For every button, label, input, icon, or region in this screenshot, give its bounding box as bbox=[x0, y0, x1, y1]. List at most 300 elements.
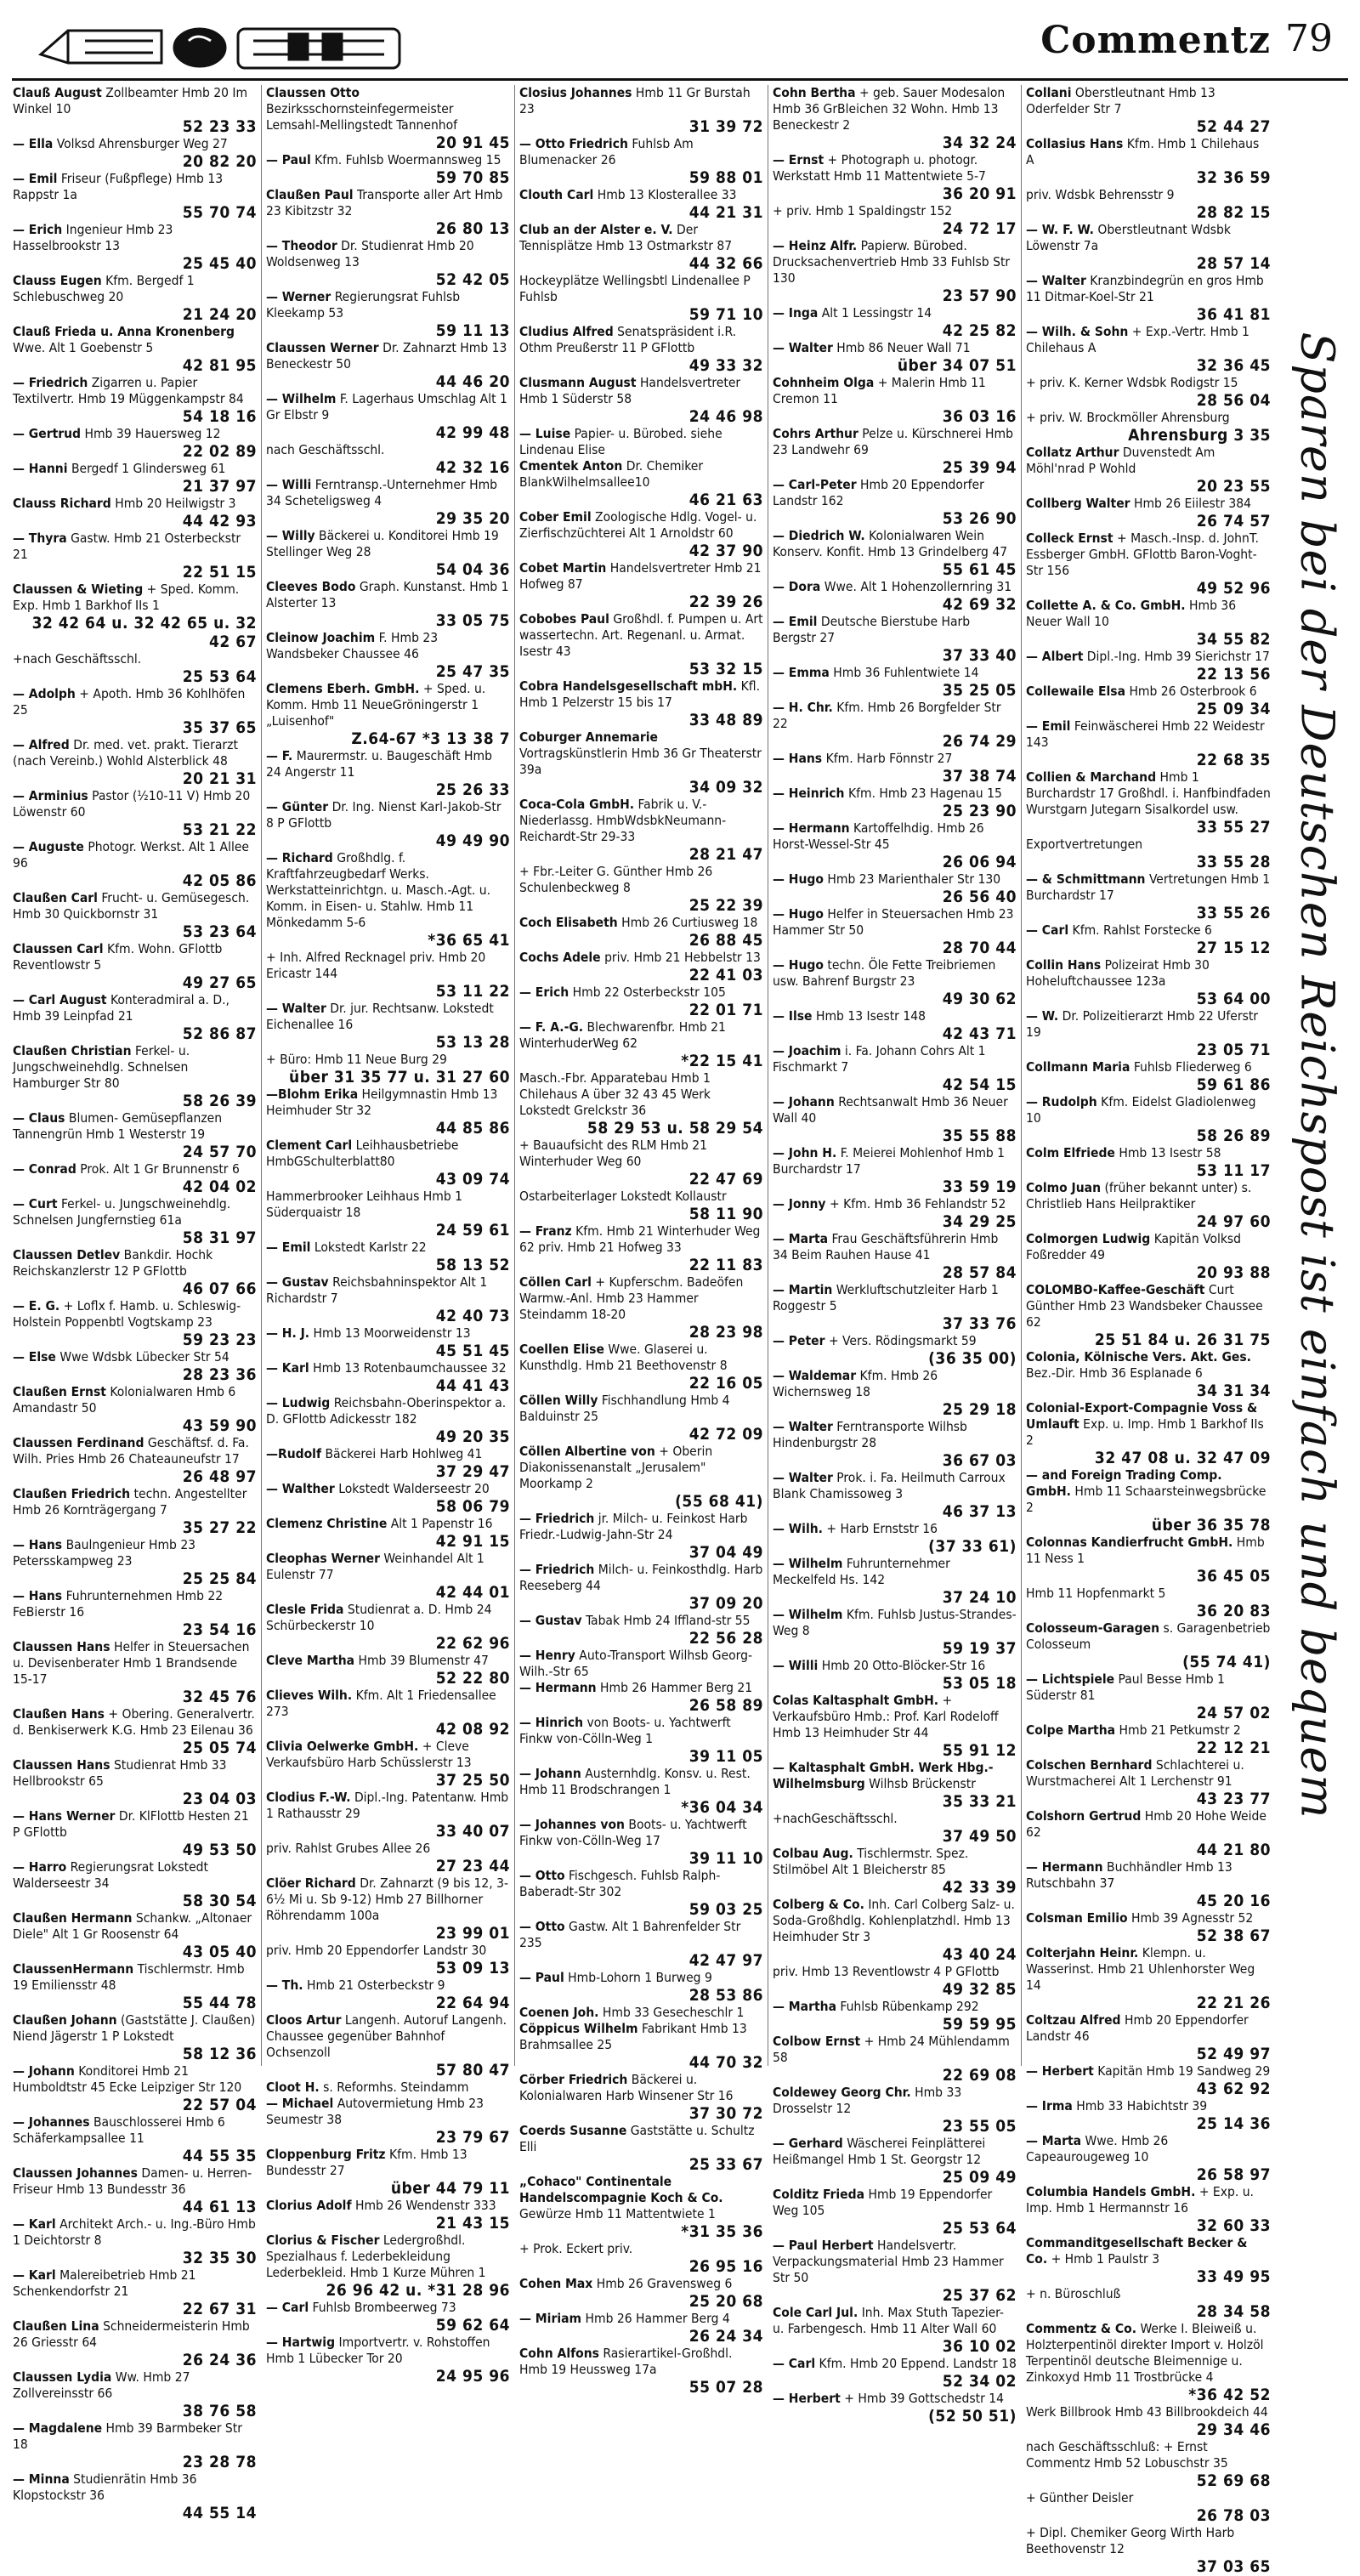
entry-name: — Otto bbox=[519, 1919, 565, 1934]
directory-entry bbox=[773, 614, 1017, 665]
entry-detail: Hmb 26 Hammer Berg 21 bbox=[600, 1680, 753, 1695]
entry-detail: Feinwäscherei Hmb 22 Weidestr 143 bbox=[1026, 718, 1265, 750]
entry-detail: Dr. Zahnarzt Hmb 13 Beneckestr 50 bbox=[266, 340, 507, 372]
directory-entry bbox=[266, 1688, 510, 1739]
entry-phone: (55 74 41) bbox=[1182, 1653, 1271, 1671]
entry-detail: + Hmb 24 Mühlendamm 58 bbox=[773, 2034, 1010, 2065]
entry-name: Cloot H. bbox=[266, 2080, 320, 2095]
directory-entry bbox=[1026, 324, 1271, 375]
entry-detail: Hmb 13 Isestr 58 bbox=[1119, 1145, 1221, 1160]
entry-name: Colschen Bernhard bbox=[1026, 1757, 1153, 1773]
entry-name: — Emil bbox=[13, 171, 58, 186]
directory-entry bbox=[13, 941, 257, 992]
directory-entry bbox=[773, 426, 1017, 477]
entry-detail: Frau Geschäftsführerin Hmb 34 Beim Rauhen Hause 41 bbox=[773, 1231, 999, 1262]
directory-entry bbox=[1026, 1349, 1271, 1400]
directory-entry bbox=[1026, 2490, 1271, 2525]
entry-phone: 55 91 12 bbox=[942, 1741, 1017, 1760]
entry-name: Cober Emil bbox=[519, 509, 592, 525]
entry-phone: 22 02 89 bbox=[182, 442, 257, 461]
entry-detail: Kfm. Hmb 20 Eppend. Landstr 18 bbox=[819, 2356, 1017, 2371]
entry-name: Clauß Frieda u. Anna Kronenberg bbox=[13, 324, 235, 339]
directory-entry bbox=[519, 2005, 763, 2021]
entry-detail: Bäckerei u. Kolonialwaren Harb Winsener Str 16 bbox=[519, 2072, 734, 2103]
entry-detail: Hmb 33 Habichtstr 39 bbox=[1076, 2098, 1208, 2114]
entry-name: — Werner bbox=[266, 289, 332, 304]
entry-detail: Hmb 22 Osterbeckstr 105 bbox=[572, 984, 726, 1000]
entry-phone: 25 45 40 bbox=[182, 254, 257, 273]
entry-detail: Gewürze Hmb 11 Mattentwiete 1 bbox=[519, 2206, 716, 2221]
directory-entry bbox=[519, 915, 763, 950]
entry-detail: Frucht- u. Gemüsegesch. Hmb 30 Quickbornstr 31 bbox=[13, 890, 250, 922]
directory-entry bbox=[1026, 1400, 1271, 1467]
entry-phone: 59 19 37 bbox=[942, 1639, 1017, 1658]
entry-detail: Hmb 26 Gravensweg 6 bbox=[596, 2276, 733, 2291]
entry-phone: 52 23 33 bbox=[182, 117, 257, 136]
vertical-slogan: Sparen bei der Deutschen Reichspost ist einfach und bequem bbox=[1290, 332, 1345, 1819]
entry-name: Claussen Carl bbox=[13, 941, 104, 956]
header-rule bbox=[12, 78, 1348, 81]
entry-phone: 37 33 40 bbox=[942, 646, 1017, 665]
entry-phone: 59 11 13 bbox=[435, 321, 510, 340]
entry-phone: 44 70 32 bbox=[688, 2053, 763, 2072]
entry-name: — Walter bbox=[773, 1470, 833, 1485]
entry-detail: Hmb 21 Osterbeckstr 9 bbox=[306, 1977, 445, 1993]
entry-detail: Bäckerei u. Konditorei Hmb 19 Stellinger Weg 28 bbox=[266, 528, 499, 559]
entry-detail: +nachGeschäftsschl. bbox=[773, 1811, 898, 1826]
entry-detail: Schlachterei u. Wurstmacherei Alt 1 Lerchenstr 91 bbox=[1026, 1757, 1244, 1789]
entry-name: — Walter bbox=[1026, 273, 1086, 288]
entry-detail: Regierungsrat Fuhlsb Kleekamp 53 bbox=[266, 289, 461, 321]
entry-detail: Bankdir. Hochk Reichskanzlerstr 12 P GFlottb bbox=[13, 1247, 213, 1279]
entry-phone: 53 64 00 bbox=[1196, 990, 1271, 1008]
entry-detail: Hmb 11 Hopfenmarkt 5 bbox=[1026, 1586, 1166, 1601]
entry-name: — Emil bbox=[266, 1240, 311, 1255]
entry-detail: + Sped. Komm. Exp. Hmb 1 Barkhof IIs 1 bbox=[13, 582, 240, 613]
entry-name: Clorius & Fischer bbox=[266, 2233, 380, 2248]
directory-entry bbox=[519, 1766, 763, 1817]
entry-phone: 22 21 26 bbox=[1196, 1994, 1271, 2012]
entry-phone: 22 64 94 bbox=[435, 1994, 510, 2012]
entry-phone: 44 41 43 bbox=[435, 1376, 510, 1395]
entry-phone: 59 03 25 bbox=[688, 1900, 763, 1919]
entry-detail: priv. Hmb 20 Eppendorfer Landstr 30 bbox=[266, 1943, 487, 1958]
entry-name: Claussen Hans bbox=[13, 1639, 110, 1654]
entry-detail: + Exp. u. Imp. Hmb 1 Hermannstr 16 bbox=[1026, 2184, 1254, 2216]
entry-phone: 20 93 88 bbox=[1196, 1263, 1271, 1282]
entry-phone: 37 33 76 bbox=[942, 1314, 1017, 1333]
entry-phone: 24 95 96 bbox=[435, 2367, 510, 2386]
directory-entry bbox=[266, 2300, 510, 2335]
entry-detail: Kapitän Hmb 19 Sandweg 29 bbox=[1097, 2063, 1271, 2079]
directory-entry bbox=[1026, 1808, 1271, 1859]
entry-detail: Werke I. Bleiweiß u. Holzterpentinöl direkter Import v. Holzöl Terpentinöl deutsche Bleimennige u. Zinkoxyd Hmb 11 Trostbrücke 4 bbox=[1026, 2321, 1264, 2385]
entry-name: Coca-Cola GmbH. bbox=[519, 797, 635, 812]
directory-entry bbox=[266, 799, 510, 850]
entry-detail: Bäckerei Harb Hohlweg 41 bbox=[325, 1446, 483, 1461]
entry-phone: 25 25 84 bbox=[182, 1569, 257, 1588]
entry-name: — Martha bbox=[773, 1999, 836, 2014]
entry-phone: 42 72 09 bbox=[688, 1425, 763, 1444]
entry-phone: 55 44 78 bbox=[182, 1994, 257, 2012]
entry-name: — Martin bbox=[773, 1282, 833, 1297]
directory-entry bbox=[1026, 1671, 1271, 1722]
entry-name: — Erich bbox=[13, 222, 63, 237]
entry-detail: Alt 1 Papenstr 16 bbox=[390, 1516, 493, 1531]
entry-name: — Johannes bbox=[13, 2114, 90, 2130]
directory-entry bbox=[266, 1189, 510, 1240]
entry-detail: Kapitän Volksd Foßredder 49 bbox=[1026, 1231, 1242, 1262]
entry-phone: 33 49 95 bbox=[1196, 2267, 1271, 2286]
directory-entry bbox=[773, 2356, 1017, 2391]
entry-detail: von Boots- u. Yachtwerft Finkw von-Cölln-Weg 1 bbox=[519, 1715, 731, 1746]
entry-name: — Alfred bbox=[13, 737, 70, 752]
entry-name: Clieves Wilh. bbox=[266, 1688, 353, 1703]
directory-entry bbox=[266, 630, 510, 681]
entry-phone: 37 03 65 bbox=[1196, 2557, 1271, 2576]
entry-phone: 23 28 78 bbox=[182, 2453, 257, 2471]
directory-entry bbox=[13, 582, 257, 651]
directory-entry bbox=[519, 729, 763, 797]
directory-entry bbox=[1026, 187, 1271, 222]
directory-entry bbox=[13, 2216, 257, 2267]
directory-entry bbox=[519, 1648, 763, 1680]
entry-name: — E. G. bbox=[13, 1298, 60, 1314]
entry-detail: F. Meierei Mohlenhof Hmb 1 Burchardstr 17 bbox=[773, 1145, 1006, 1177]
entry-phone: 24 72 17 bbox=[942, 219, 1017, 238]
entry-name: Claußen Hermann bbox=[13, 1910, 133, 1926]
entry-name: Cochs Adele bbox=[519, 950, 601, 965]
entry-phone: 46 07 66 bbox=[182, 1279, 257, 1298]
entry-name: — Joachim bbox=[773, 1043, 842, 1058]
entry-name: — Willy bbox=[266, 528, 315, 543]
entry-phone: 26 74 29 bbox=[942, 732, 1017, 751]
directory-entry bbox=[519, 324, 763, 375]
entry-phone: 42 25 82 bbox=[942, 321, 1017, 340]
entry-detail: Blumen- Gemüsepflanzen Tannengrün Hmb 1 Westerstr 19 bbox=[13, 1110, 223, 1142]
entry-phone: *36 65 41 bbox=[428, 931, 510, 950]
directory-entry bbox=[519, 509, 763, 560]
entry-name: — Theodor bbox=[266, 238, 337, 253]
directory-entry bbox=[519, 2346, 763, 2397]
directory-entry bbox=[1026, 1535, 1271, 1586]
directory-columns bbox=[8, 85, 1275, 2576]
entry-name: — Wilh. & Sohn bbox=[1026, 324, 1129, 339]
entry-detail: Auto-Transport Wilhsb Georg-Wilh.-Str 65 bbox=[519, 1648, 753, 1679]
directory-entry bbox=[13, 1161, 257, 1196]
entry-name: Colpe Martha bbox=[1026, 1722, 1116, 1738]
entry-phone: 42 05 86 bbox=[182, 871, 257, 890]
directory-entry bbox=[519, 950, 763, 984]
entry-detail: nach Geschäftsschluß: + Ernst Commentz Hmb 52 Lobuschstr 35 bbox=[1026, 2439, 1228, 2471]
entry-detail: Zoologische Hdlg. Vogel- u. Zierfischzüchterei Alt 1 Arnoldstr 60 bbox=[519, 509, 757, 541]
entry-phone: 35 37 65 bbox=[182, 718, 257, 737]
entry-detail: Kfm. Hmb 13 Bundesstr 27 bbox=[266, 2147, 468, 2178]
directory-entry bbox=[519, 2174, 763, 2241]
entry-phone: 42 47 97 bbox=[688, 1951, 763, 1970]
entry-phone: (36 35 00) bbox=[928, 1349, 1017, 1368]
directory-entry bbox=[519, 1223, 763, 1274]
entry-phone: 42 37 90 bbox=[688, 542, 763, 560]
entry-phone: 44 55 35 bbox=[182, 2147, 257, 2165]
entry-phone: 33 40 07 bbox=[435, 1822, 510, 1841]
entry-name: Colbow Ernst bbox=[773, 2034, 861, 2049]
directory-entry bbox=[1026, 136, 1271, 187]
entry-detail: Malereibetrieb Hmb 21 Schenkendorfstr 21 bbox=[13, 2267, 196, 2299]
directory-entry bbox=[266, 1001, 510, 1052]
entry-detail: Konteradmiral a. D., Hmb 39 Leinpfad 21 bbox=[13, 992, 230, 1024]
directory-entry bbox=[1026, 273, 1271, 324]
directory-entry bbox=[773, 1846, 1017, 1897]
entry-name: Collatz Arthur bbox=[1026, 445, 1119, 460]
entry-detail: Konditorei Hmb 21 Humboldtstr 45 Ecke Leipziger Str 120 bbox=[13, 2063, 242, 2095]
entry-detail: Hmb 26 Wendenstr 333 bbox=[354, 2198, 496, 2213]
directory-entry bbox=[1026, 2235, 1271, 2286]
entry-name: Collin Hans bbox=[1026, 957, 1102, 973]
directory-entry bbox=[519, 426, 763, 458]
entry-name: — W. bbox=[1026, 1008, 1059, 1024]
directory-entry bbox=[1026, 85, 1271, 136]
entry-detail: techn. Angestellter Hmb 26 Kornträgergang 7 bbox=[13, 1486, 247, 1518]
entry-name: — Gertrud bbox=[13, 426, 82, 441]
entry-phone: 59 61 86 bbox=[1196, 1075, 1271, 1094]
directory-entry bbox=[773, 1231, 1017, 1282]
entry-detail: Dr. KlFlottb Hesten 21 P GFlottb bbox=[13, 1808, 249, 1840]
entry-phone: 25 26 33 bbox=[435, 780, 510, 799]
entry-phone: 57 80 47 bbox=[435, 2061, 510, 2080]
entry-name: —Rudolf bbox=[266, 1446, 322, 1461]
entry-detail: Kfm. Harb Fönnstr 27 bbox=[825, 751, 953, 766]
entry-phone: (55 68 41) bbox=[675, 1492, 763, 1511]
entry-name: — Gerhard bbox=[773, 2136, 843, 2151]
directory-entry bbox=[773, 579, 1017, 614]
directory-entry bbox=[773, 1760, 1017, 1811]
entry-name: Colshorn Gertrud bbox=[1026, 1808, 1142, 1824]
entry-phone: 59 71 10 bbox=[688, 305, 763, 324]
directory-entry bbox=[1026, 445, 1271, 496]
entry-detail: Wwe Wdsbk Lübecker Str 54 bbox=[60, 1349, 230, 1365]
column-3 bbox=[515, 85, 768, 2397]
entry-phone: 42 43 71 bbox=[942, 1024, 1017, 1043]
entry-phone: 45 20 16 bbox=[1196, 1892, 1271, 1910]
directory-entry bbox=[266, 391, 510, 442]
directory-entry bbox=[266, 442, 510, 477]
entry-name: — Hermann bbox=[1026, 1859, 1103, 1875]
entry-detail: Regierungsrat Lokstedt Walderseestr 34 bbox=[13, 1859, 208, 1891]
directory-entry bbox=[519, 2072, 763, 2123]
directory-entry bbox=[519, 1919, 763, 1970]
entry-detail: Hmb 1 Burchardstr 17 Großhdl. i. Hanfbindfaden Wurstgarn Jutegarn Sisalkordel usw. bbox=[1026, 769, 1271, 817]
directory-entry bbox=[773, 1607, 1017, 1658]
entry-detail: + Verkaufsbüro Hmb.: Prof. Karl Rodeloff Hmb 13 Heimhuder Str 44 bbox=[773, 1693, 999, 1740]
entry-detail: Studienrat a. D. Hmb 24 Schürbeckerstr 10 bbox=[266, 1602, 492, 1633]
entry-name: Cohrs Arthur bbox=[773, 426, 858, 441]
entry-name: — Günter bbox=[266, 799, 329, 814]
directory-entry bbox=[519, 1342, 763, 1393]
entry-phone: 33 48 89 bbox=[688, 711, 763, 729]
directory-entry bbox=[13, 2063, 257, 2114]
entry-name: Clöer Richard bbox=[266, 1875, 356, 1891]
directory-entry bbox=[13, 2318, 257, 2369]
entry-phone: 33 05 75 bbox=[435, 611, 510, 630]
entry-phone: 23 05 71 bbox=[1196, 1041, 1271, 1059]
directory-entry bbox=[13, 1859, 257, 1910]
entry-detail: Boots- u. Yachtwerft Finkw von-Cölln-Weg 17 bbox=[519, 1817, 747, 1848]
entry-phone: 53 11 17 bbox=[1196, 1161, 1271, 1180]
entry-phone: 26 74 57 bbox=[1196, 512, 1271, 531]
entry-detail: Ingenieur Hmb 23 Hasselbrookstr 13 bbox=[13, 222, 173, 253]
entry-detail: Bez.-Dir. Hmb 36 Esplanade 6 bbox=[1026, 1365, 1203, 1381]
directory-entry bbox=[1026, 1859, 1271, 1910]
entry-name: Cmentek Anton bbox=[519, 458, 623, 474]
entry-phone: 20 82 20 bbox=[182, 152, 257, 171]
entry-phone: 49 30 62 bbox=[942, 990, 1017, 1008]
entry-detail: Kfm. Wohn. GFlottb Reventlowstr 5 bbox=[13, 941, 223, 973]
entry-name: Cohn Alfons bbox=[519, 2346, 599, 2361]
directory-entry bbox=[266, 187, 510, 238]
entry-name: Colas Kaltasphalt GmbH. bbox=[773, 1693, 939, 1708]
advertising-ornament-icon bbox=[34, 15, 408, 75]
entry-phone: 34 09 32 bbox=[688, 778, 763, 797]
entry-phone: 44 21 80 bbox=[1196, 1841, 1271, 1859]
entry-phone: über 34 07 51 bbox=[897, 356, 1017, 375]
directory-entry bbox=[773, 1419, 1017, 1470]
entry-detail: Weinhandel Alt 1 Eulenstr 77 bbox=[266, 1551, 484, 1582]
directory-entry bbox=[773, 2187, 1017, 2238]
entry-name: — Otto Friedrich bbox=[519, 136, 628, 151]
entry-name: Columbia Handels GmbH. bbox=[1026, 2184, 1196, 2199]
entry-name: Clement Carl bbox=[266, 1138, 353, 1153]
entry-phone: 58 06 79 bbox=[435, 1497, 510, 1516]
directory-entry bbox=[13, 686, 257, 737]
entry-name: — Walter bbox=[773, 1419, 833, 1434]
entry-phone: 53 05 18 bbox=[942, 1674, 1017, 1693]
directory-entry bbox=[13, 2369, 257, 2420]
directory-entry bbox=[773, 1368, 1017, 1419]
entry-detail: Vertretungen Hmb 1 Burchardstr 17 bbox=[1026, 871, 1271, 903]
entry-phone: 58 30 54 bbox=[182, 1892, 257, 1910]
directory-entry bbox=[773, 1556, 1017, 1607]
entry-detail: Hmb 39 Blumenstr 47 bbox=[358, 1653, 489, 1668]
entry-name: — Walther bbox=[266, 1481, 335, 1496]
entry-name: — Henry bbox=[519, 1648, 575, 1663]
entry-phone: 35 33 21 bbox=[942, 1792, 1017, 1811]
entry-phone: 35 27 22 bbox=[182, 1518, 257, 1537]
entry-name: Claussen Detlev bbox=[13, 1247, 121, 1262]
directory-entry bbox=[519, 1444, 763, 1511]
entry-detail: Hmb 26 Eiilestr 384 bbox=[1133, 496, 1252, 511]
directory-entry bbox=[266, 950, 510, 1001]
directory-entry bbox=[1026, 2133, 1271, 2184]
column-1 bbox=[8, 85, 262, 2522]
entry-name: Colmo Juan bbox=[1026, 1180, 1102, 1195]
entry-detail: +nach Geschäftsschl. bbox=[13, 651, 142, 667]
entry-name: — Carl bbox=[773, 2356, 816, 2371]
entry-phone: 25 14 36 bbox=[1196, 2114, 1271, 2133]
entry-detail: Hmb 26 Curtiusweg 18 bbox=[621, 915, 758, 930]
directory-entry bbox=[773, 85, 1017, 152]
entry-phone: 58 12 36 bbox=[182, 2045, 257, 2063]
entry-phone: 22 62 96 bbox=[435, 1634, 510, 1653]
entry-name: — Waldemar bbox=[773, 1368, 857, 1383]
entry-name: Coburger Annemarie bbox=[519, 729, 658, 745]
entry-detail: Hmb 13 Rotenbaumchaussee 32 bbox=[313, 1360, 507, 1376]
entry-detail: + Loflx f. Hamb. u. Schleswig-Holstein Poppenbtl Vogtskamp 23 bbox=[13, 1298, 241, 1330]
directory-entry bbox=[266, 1943, 510, 1977]
entry-name: Claußen Paul bbox=[266, 187, 354, 202]
entry-detail: Hmb 36 Fuhlentwiete 14 bbox=[833, 665, 979, 680]
entry-phone: 28 23 36 bbox=[182, 1365, 257, 1384]
entry-name: — Hans bbox=[13, 1588, 63, 1603]
entry-detail: + Malerin Hmb 11 Cremon 11 bbox=[773, 375, 986, 406]
entry-detail: F. Lagerhaus Umschlag Alt 1 Gr Elbstr 9 bbox=[266, 391, 507, 423]
entry-name: Colosseum-Garagen bbox=[1026, 1620, 1159, 1636]
directory-entry bbox=[773, 751, 1017, 786]
entry-phone: 33 59 19 bbox=[942, 1177, 1017, 1196]
directory-entry bbox=[266, 289, 510, 340]
entry-name: — Albert bbox=[1026, 649, 1084, 664]
entry-detail: techn. Öle Fette Treibriemen usw. Bahrenf Burgstr 23 bbox=[773, 957, 996, 989]
entry-detail: Maurermstr. u. Baugeschäft Hmb 24 Angerstr 11 bbox=[266, 748, 492, 780]
entry-name: — Inga bbox=[773, 305, 819, 321]
entry-name: Cobet Martin bbox=[519, 560, 607, 576]
entry-phone: 49 52 96 bbox=[1196, 579, 1271, 598]
entry-phone: 58 11 90 bbox=[688, 1205, 763, 1223]
entry-phone: 44 55 14 bbox=[182, 2504, 257, 2522]
directory-entry bbox=[1026, 1757, 1271, 1808]
entry-name: — W. F. W. bbox=[1026, 222, 1094, 237]
entry-phone: 37 30 72 bbox=[688, 2104, 763, 2123]
entry-detail: Hmb 20 Eppendorfer Landstr 162 bbox=[773, 477, 984, 508]
entry-detail: Hmb 26 Osterbrook 6 bbox=[1129, 684, 1257, 699]
entry-detail: Handelsvertr. Verpackungsmaterial Hmb 23 Hammer Str 50 bbox=[773, 2238, 1004, 2285]
entry-detail: Ferkel- u. Jungschweinehdlg. Schnelsen Hamburger Str 80 bbox=[13, 1043, 190, 1091]
entry-detail: + Büro: Hmb 11 Neue Burg 29 bbox=[266, 1052, 447, 1067]
entry-name: ClaussenHermann bbox=[13, 1961, 134, 1977]
entry-detail: Reichsbahninspektor Alt 1 Richardstr 7 bbox=[266, 1274, 488, 1306]
entry-phone: 59 88 01 bbox=[688, 168, 763, 187]
directory-entry bbox=[13, 2012, 257, 2063]
entry-name: Claußen Lina bbox=[13, 2318, 99, 2334]
entry-detail: Hmb 11 Schaarsteinwegsbrücke 2 bbox=[1026, 1484, 1266, 1515]
entry-detail: Schankw. „Altonaer Diele" Alt 1 Gr Roosenstr 64 bbox=[13, 1910, 252, 1942]
directory-entry bbox=[519, 458, 763, 509]
directory-entry bbox=[773, 2034, 1017, 2085]
entry-detail: + Hmb 39 Gottschedstr 14 bbox=[844, 2391, 1004, 2406]
entry-detail: + Masch.-Insp. d. JohnT. Essberger GmbH. GFlottb Baron-Voght-Str 156 bbox=[1026, 531, 1259, 578]
directory-entry bbox=[13, 1349, 257, 1384]
entry-detail: Dr. Ing. Nienst Karl-Jakob-Str 8 P GFlottb bbox=[266, 799, 502, 831]
entry-detail: + geb. Sauer Modesalon Hmb 36 GrBleichen 32 Wohn. Hmb 13 Beneckestr 2 bbox=[773, 85, 1006, 133]
directory-entry bbox=[13, 737, 257, 788]
directory-entry bbox=[1026, 2063, 1271, 2098]
entry-name: — Hermann bbox=[519, 1680, 597, 1695]
directory-entry bbox=[519, 136, 763, 187]
entry-phone: 32 45 76 bbox=[182, 1688, 257, 1706]
directory-entry bbox=[773, 2391, 1017, 2426]
directory-entry bbox=[519, 1070, 763, 1138]
directory-entry bbox=[519, 1393, 763, 1444]
entry-phone: 36 03 16 bbox=[942, 407, 1017, 426]
directory-entry bbox=[519, 797, 763, 864]
directory-entry bbox=[773, 238, 1017, 305]
entry-phone: 25 47 35 bbox=[435, 662, 510, 681]
entry-name: — John H. bbox=[773, 1145, 837, 1160]
directory-entry bbox=[1026, 1180, 1271, 1231]
directory-entry bbox=[13, 1588, 257, 1639]
entry-detail: + Hmb 1 Paulstr 3 bbox=[1051, 2251, 1160, 2267]
entry-detail: jr. Milch- u. Feinkost Harb Friedr.-Ludwig-Jahn-Str 24 bbox=[519, 1511, 748, 1542]
